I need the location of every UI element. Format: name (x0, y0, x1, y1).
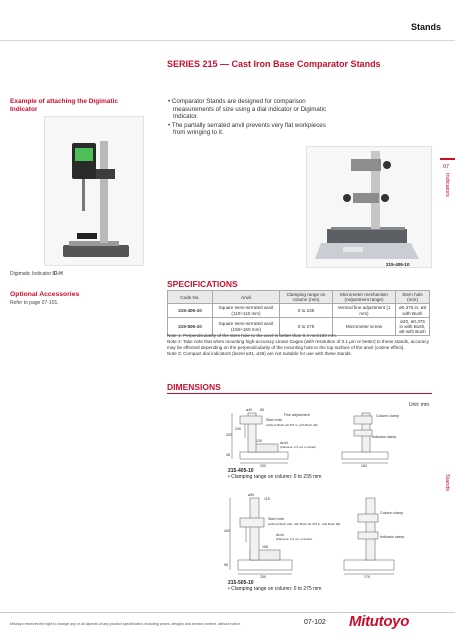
drawing2-caption (228, 580, 321, 593)
table-row (168, 304, 430, 317)
dim-115: 115 (264, 497, 270, 501)
specifications-heading: SPECIFICATIONS (167, 279, 238, 289)
label-fine-adjustment: Fine adjustment (284, 413, 310, 417)
spec-notes (167, 333, 437, 357)
cell: Square semi-serrated anvil (110×110 mm) (213, 304, 280, 317)
dim-240: 240 (235, 427, 241, 431)
drawing2-range-text: Clamping range on column: 0 to 275 mm (231, 586, 322, 593)
dim-179: 179 (364, 575, 370, 579)
col-micrometer: Micrometer mechanism (Adjustment range) (333, 291, 396, 304)
drawing1-model: 215-405-10 (228, 468, 254, 474)
cell: Square semi-serrated anvil (150×150 mm) (213, 317, 280, 336)
tab-label-stands: Stands (444, 474, 450, 492)
drawing1-range: • Clamping range on column: 0 to 235 mm (228, 474, 322, 481)
side-tab-stands (440, 474, 455, 491)
label-indicator-clamp-2: Indicator clamp (380, 535, 405, 539)
caption-prefix: Digimatic Indicator (10, 271, 53, 277)
cell: 0 to 275 (280, 317, 333, 336)
series-title: SERIES 215 — Cast Iron Base Comparator Stands (167, 59, 381, 69)
label-stem-hole-2: Stem hole (268, 517, 285, 521)
optional-accessories-ref: Refer to page 07-101. (10, 300, 59, 306)
stand-photo (306, 146, 432, 268)
indicator-photo (44, 116, 144, 266)
drawing1-caption (228, 468, 321, 481)
drawing2-range: • Clamping range on column: 0 to 275 mm (228, 586, 322, 593)
dim-184: 184 (361, 464, 367, 468)
dim-d40: ø40 (246, 408, 253, 412)
page-number: 07-102 (304, 619, 326, 626)
indicator-caption (10, 271, 63, 277)
feature-item: • The partially serrated anvil prevents very flat workpieces from wringing to it. (167, 122, 327, 137)
feature-list (167, 98, 327, 138)
col-stem: Stem hole (mm) (396, 291, 430, 304)
dim-56: 56 (224, 563, 228, 567)
dim-320: 320 (226, 433, 232, 437)
label-stem-detail-2: (without Bush ø20, with Bush ø0.375 in, with Bush ø8) (268, 522, 341, 526)
label-flatness: (Flatness: 2.5 µm or better) (280, 445, 317, 449)
col-clamping: Clamping range on column (mm) (280, 291, 333, 304)
drawing-215-405-10 (226, 408, 406, 468)
table-header-row (168, 291, 430, 304)
dim-250: 250 (260, 575, 266, 579)
cell: Vertical fine adjustment (1 mm) (333, 304, 396, 317)
drawing1-range-text: Clamping range on column: 0 to 235 mm (231, 474, 322, 481)
dim-38: 38 (226, 453, 230, 457)
stand-photo-icon (307, 147, 431, 267)
drawing-215-505-10 (226, 492, 406, 578)
cell: ø0.375 in, ø8 with Bush (396, 304, 430, 317)
note-1: Note 1: Perpendicularity of the stem hole to the anvil is better than 0.4 mm/100 mm. (167, 333, 338, 338)
cell: 0 to 235 (280, 304, 333, 317)
label-indicator-clamp: Indicator clamp (372, 435, 397, 439)
label-flatness-2: (Flatness: 2.5 µm or better) (276, 537, 313, 541)
dimensions-heading: DIMENSIONS (167, 382, 221, 392)
dim-400: 400 (224, 529, 230, 533)
label-stem-detail: (without Bush ø0.375 in, with Bush ø8) (266, 423, 318, 427)
cell: 215-405-10 (168, 304, 213, 317)
note-3: Note 3: Compact dial indicators (bezel ø31, ø36) are not suitable for use with these stands. (167, 351, 352, 356)
label-stem-hole: Stem hole (266, 418, 283, 422)
tab-label: Indicators (444, 173, 450, 197)
drawing2-model: 215-505-10 (228, 580, 254, 586)
photo-model: 215-405-10 (386, 262, 410, 267)
example-title: Example of attaching the Digimatic Indicator (10, 98, 118, 113)
label-column-clamp: Column clamp (376, 414, 399, 418)
optional-accessories-title: Optional Accessories (10, 291, 80, 298)
dim-d50: ø50 (248, 493, 255, 497)
caption-model: ID-H (52, 271, 63, 277)
dim-205: 205 (260, 464, 266, 468)
mitutoyo-logo: Mitutoyo (349, 613, 410, 630)
feature-item: • Comparator Stands are designed for comparison measurements of size using a dial indicator or Digimatic Indicator. (167, 98, 327, 121)
side-tab-indicators (440, 158, 455, 197)
label-column-clamp-2: Column clamp (380, 511, 403, 515)
note-2: Note 2: Take note that when mounting high-accuracy Linear Gages (with resolution of 0.1 µm or better) to these stands, accuracy may be effected depending on the perpendicularity of the mounting hole to the top surface of the anvil (cosine effect). (167, 339, 429, 350)
dimensions-divider (167, 393, 432, 394)
dim-85: 85 (260, 408, 264, 412)
tab-number: 07 (443, 164, 450, 170)
label-anvil: Anvil (280, 441, 288, 445)
label-anvil-2: Anvil (276, 533, 284, 537)
specifications-table (167, 290, 430, 336)
section-name: Stands (410, 22, 441, 32)
cell: Micrometer screw (333, 317, 396, 336)
dim-158: 158 (262, 545, 268, 549)
indicator-photo-icon (45, 117, 143, 265)
cell: 215-505-10 (168, 317, 213, 336)
unit-label: Unit: mm (409, 402, 429, 408)
col-anvil: Anvil (213, 291, 280, 304)
cell: ø20, ø0.375 in with Bush, ø8 with Bush (396, 317, 430, 336)
header-divider (0, 40, 455, 41)
col-code: Code No. (168, 291, 213, 304)
footer-disclaimer: Mitutoyo reserves the right to change any or all aspects of any product specification, including prices, designs and service content, without notice. (10, 622, 241, 626)
dim-130: 130 (256, 439, 262, 443)
